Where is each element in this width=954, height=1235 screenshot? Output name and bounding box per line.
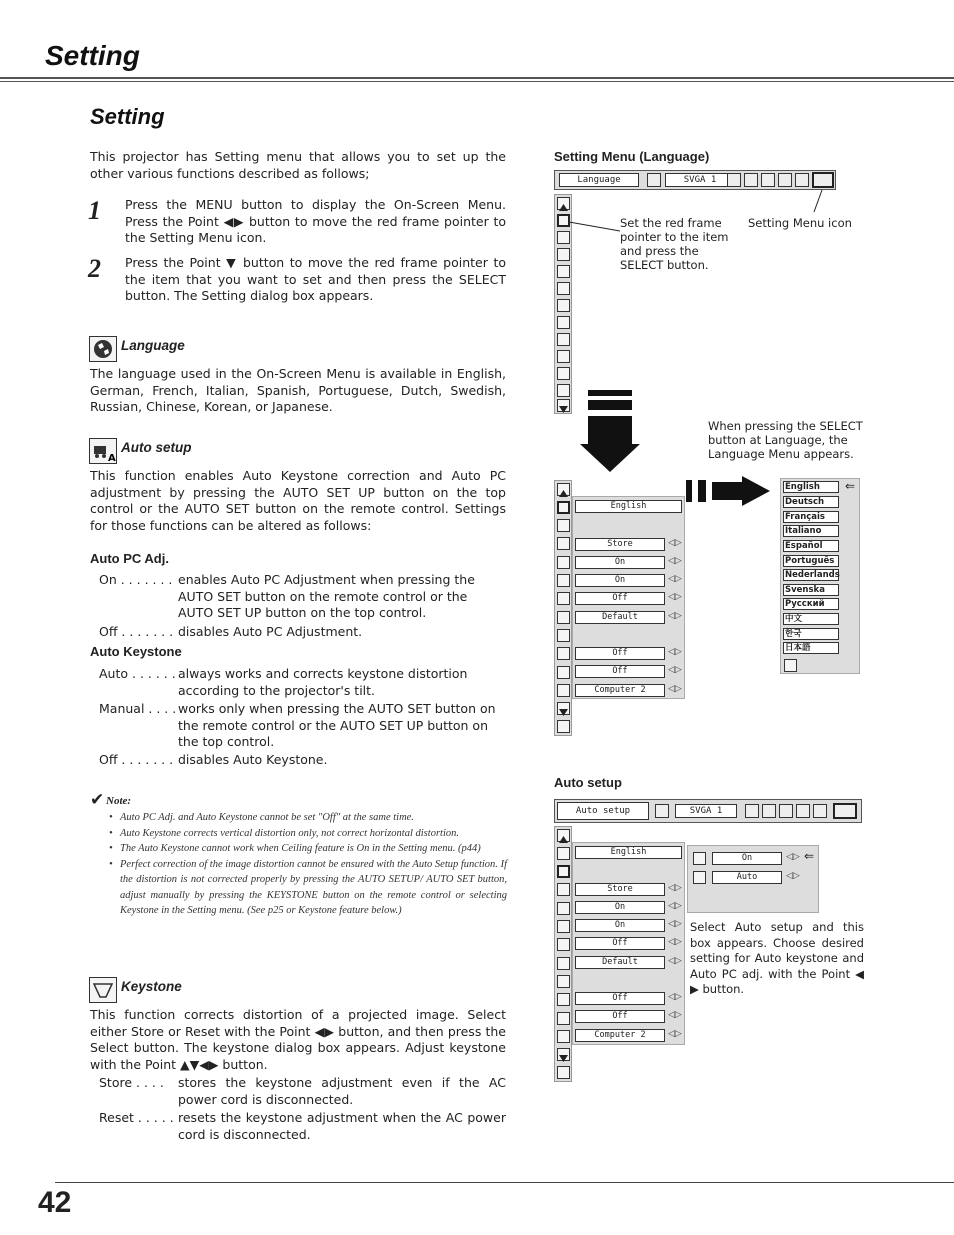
input-icon <box>647 173 661 187</box>
down-arrow-graphic <box>578 388 642 474</box>
up-arrow-icon <box>557 829 570 842</box>
keystone-store-text: stores the keystone adjustment even if the AC power cord is disconnected. <box>178 1075 506 1107</box>
power-management-icon <box>557 1012 570 1025</box>
keystone-heading: Keystone <box>121 979 182 994</box>
auto-pc-on-text: enables Auto PC Adjustment when pressing the AUTO SET button on the remote control or the AUTO SET UP button on the top control. <box>178 572 475 620</box>
left-right-arrow-icon: ◁▷ <box>668 556 682 566</box>
blue-back-icon <box>557 902 570 915</box>
language-option[interactable]: 中文 <box>783 613 839 625</box>
auto-setup-text: This function enables Auto Keystone correction and Auto PC adjustment by pressing the AUTO SET UP button on the top control or the AUTO SET button on the remote control. Settings for those functions can be altered as follows: <box>90 468 506 533</box>
callout-red-frame: Set the red frame pointer to the item and press the SELECT button. <box>620 216 729 272</box>
auto-pc-on-key: On . . . . . . . <box>99 572 173 587</box>
image-icon <box>727 173 741 187</box>
left-right-arrow-icon: ◁▷ <box>668 883 682 893</box>
language-icon <box>557 501 570 514</box>
figure-1-caption: Setting Menu (Language) <box>554 149 710 164</box>
value-keystone: Store <box>575 538 665 551</box>
setting-menu-icon <box>833 803 857 819</box>
auto-setup-icon <box>89 438 117 464</box>
auto-keystone-auto-text: always works and corrects keystone distortion according to the projector's tilt. <box>178 666 468 698</box>
keystone-text: This function corrects distortion of a projected image. Select either Store or Reset with the Point ◀▶ button, and then press the Select button. The keystone dialog box appears. Adjust keystone with the Point ▲▼◀▶ button. <box>90 1007 506 1072</box>
left-right-arrow-icon: ◁▷ <box>668 992 682 1002</box>
power-management-icon <box>557 666 570 679</box>
auto-pc-off-text: disables Auto PC Adjustment. <box>178 624 363 639</box>
color-icon <box>779 804 793 818</box>
language-option[interactable]: Русский <box>783 598 839 610</box>
left-right-arrow-icon: ◁▷ <box>786 852 800 862</box>
display-icon <box>557 574 570 587</box>
language-option[interactable]: Nederlands <box>785 570 840 580</box>
menu-bar-source: SVGA 1 <box>675 804 737 818</box>
language-option[interactable]: Deutsch <box>783 496 839 508</box>
input-icon <box>655 804 669 818</box>
left-right-arrow-icon: ◁▷ <box>668 1010 682 1020</box>
lamp-icon <box>557 684 570 697</box>
auto-keystone-auto-key: Auto . . . . . . <box>99 666 176 681</box>
step-2-number: 2 <box>88 254 101 283</box>
down-arrow-icon <box>557 702 570 715</box>
left-right-arrow-icon: ◁▷ <box>668 901 682 911</box>
power-management-icon <box>557 367 570 380</box>
value-lamp: Computer 2 <box>575 1029 665 1042</box>
auto-setup-icon <box>557 519 570 532</box>
value-logo: Off <box>575 937 665 950</box>
left-right-arrow-icon: ◁▷ <box>668 611 682 621</box>
left-right-arrow-icon: ◁▷ <box>668 647 682 657</box>
note-item: • The Auto Keystone cannot work when Ceiling feature is On in the Setting menu. (p44) <box>109 843 481 854</box>
display-icon <box>557 920 570 933</box>
down-arrow-icon <box>557 399 570 412</box>
auto-keystone-heading: Auto Keystone <box>90 644 182 659</box>
menu-bar-source: SVGA 1 <box>665 173 735 187</box>
language-option[interactable]: Português <box>783 555 839 567</box>
checkmark-icon: ✔ <box>90 790 105 810</box>
auto-keystone-value[interactable]: Auto <box>712 871 782 884</box>
exit-icon <box>557 1066 570 1079</box>
keystone-icon <box>557 537 570 550</box>
figure-2-caption: Auto setup <box>554 775 622 790</box>
left-right-arrow-icon: ◁▷ <box>668 592 682 602</box>
auto-pc-off-key: Off . . . . . . . <box>99 624 174 639</box>
language-option[interactable]: Svenska <box>783 584 839 596</box>
globe-icon <box>89 336 117 362</box>
menu-bar-language: Language <box>559 173 639 187</box>
color-icon <box>761 173 775 187</box>
left-right-arrow-icon: ◁▷ <box>668 538 682 548</box>
auto-pc-adj-icon <box>693 852 706 865</box>
value-language: English <box>575 846 682 859</box>
pointer-arrow-icon: ⇐ <box>845 479 856 493</box>
logo-icon <box>557 938 570 951</box>
rear-icon <box>557 333 570 346</box>
language-icon <box>557 847 570 860</box>
image-icon <box>745 804 759 818</box>
ceiling-icon <box>557 611 570 624</box>
svg-text:A: A <box>108 453 116 463</box>
note-list <box>109 810 507 919</box>
value-language: English <box>575 500 682 513</box>
value-ceiling: Default <box>575 611 665 624</box>
value-lamp: Computer 2 <box>575 684 665 697</box>
left-right-arrow-icon: ◁▷ <box>668 956 682 966</box>
auto-pc-adj-heading: Auto PC Adj. <box>90 551 169 566</box>
left-right-arrow-icon: ◁▷ <box>668 919 682 929</box>
ceiling-icon <box>557 316 570 329</box>
value-blue-back: On <box>575 901 665 914</box>
auto-keystone-icon <box>693 871 706 884</box>
section-title: Setting <box>90 104 165 129</box>
note-heading: Note: <box>106 795 132 807</box>
blue-back-icon <box>557 556 570 569</box>
language-option[interactable]: English <box>783 481 839 493</box>
callout-setting-menu-icon: Setting Menu icon <box>748 216 852 230</box>
fig1b-icon-column <box>554 480 572 736</box>
note-item: • Perfect correction of the image distortion cannot be ensured with the Auto Setup function. If the distortion is not corrected properly by pressing the AUTO SETUP/ AUTO SET button, adjust manually by pressing the KEYSTONE button on the remote control or selecting Keystone in the Setting menu. (See p25 or Keystone feature below.) <box>109 858 507 916</box>
language-list-panel <box>780 478 860 674</box>
header-rule <box>0 77 954 79</box>
terminal-icon <box>557 350 570 363</box>
callout-language-menu: When pressing the SELECT button at Language, the Language Menu appears. <box>708 419 863 461</box>
up-arrow-icon <box>557 483 570 496</box>
auto-setup-dialog <box>687 845 819 913</box>
fig2-values-panel <box>572 842 685 1045</box>
auto-setup-callout: Select Auto setup and this box appears. Choose desired setting for Auto keystone and Auto PC adj. with the Point ◀ ▶ button. <box>690 920 864 996</box>
value-blue-back: On <box>575 556 665 569</box>
auto-keystone-off-text: disables Auto Keystone. <box>178 752 328 767</box>
left-right-arrow-icon: ◁▷ <box>668 574 682 584</box>
value-power: Off <box>575 1010 665 1023</box>
terminal-icon <box>557 993 570 1006</box>
language-option[interactable]: Français <box>783 511 839 523</box>
menu-bar-auto-setup: Auto setup <box>557 802 649 820</box>
auto-setup-icon <box>557 865 570 878</box>
step-1-text: Press the MENU button to display the On-Screen Menu. Press the Point ◀▶ button to move the red frame pointer to the Setting Menu icon. <box>125 197 506 245</box>
left-right-arrow-icon: ◁▷ <box>668 684 682 694</box>
value-display: On <box>575 574 665 587</box>
left-right-arrow-icon: ◁▷ <box>786 871 800 881</box>
step-2-text: Press the Point ▼ button to move the red frame pointer to the item that you want to set and then press the SELECT button. The Setting dialog box appears. <box>125 255 506 303</box>
language-option[interactable]: Italiano <box>783 525 839 537</box>
language-heading: Language <box>121 338 185 353</box>
value-logo: Off <box>575 592 665 605</box>
note-item: • Auto Keystone corrects vertical distortion only, not correct horizontal distortion. <box>109 827 459 839</box>
sound-icon <box>778 173 792 187</box>
language-option[interactable]: Español <box>783 540 839 552</box>
lamp-icon <box>557 1030 570 1043</box>
right-arrow-graphic <box>686 474 772 508</box>
footer-rule <box>55 1182 954 1183</box>
keystone-reset-text: resets the keystone adjustment when the AC power cord is disconnected. <box>178 1110 506 1142</box>
pc-adjust-icon <box>795 173 809 187</box>
step-1-number: 1 <box>88 196 101 225</box>
display-icon <box>557 282 570 295</box>
value-keystone: Store <box>575 883 665 896</box>
auto-pc-adj-value[interactable]: On <box>712 852 782 865</box>
down-arrow-icon <box>557 1048 570 1061</box>
language-text: The language used in the On-Screen Menu is available in English, German, French, Italian, Spanish, Portuguese, Dutch, Swedish, Russian, Chinese, Korean, or Japanese. <box>90 366 506 414</box>
left-right-arrow-icon: ◁▷ <box>668 1029 682 1039</box>
logo-icon <box>557 299 570 312</box>
auto-setup-heading: Auto setup <box>121 440 192 455</box>
auto-keystone-manual-key: Manual . . . . <box>99 701 177 716</box>
page-number: 42 <box>38 1186 72 1219</box>
screen-icon <box>744 173 758 187</box>
auto-keystone-manual-text: works only when pressing the AUTO SET button on the remote control or the AUTO SET UP button on the top control. <box>178 701 496 749</box>
pc-adjust-icon <box>813 804 827 818</box>
rear-icon <box>557 629 570 642</box>
keystone-store-key: Store . . . . <box>99 1075 164 1090</box>
rear-icon <box>557 975 570 988</box>
page-header-title: Setting <box>45 40 140 71</box>
exit-icon <box>557 720 570 733</box>
auto-setup-menu-bar <box>554 799 862 823</box>
value-terminal: Off <box>575 992 665 1005</box>
left-right-arrow-icon: ◁▷ <box>668 665 682 675</box>
ceiling-icon <box>557 957 570 970</box>
keystone-icon <box>89 977 117 1003</box>
pointer-arrow-icon: ⇐ <box>804 849 815 863</box>
sound-icon <box>796 804 810 818</box>
value-display: On <box>575 919 665 932</box>
blue-back-icon <box>557 265 570 278</box>
screen-icon <box>762 804 776 818</box>
intro-text: This projector has Setting menu that allows you to set up the other various functions described as follows; <box>90 149 506 181</box>
note-item: • Auto PC Adj. and Auto Keystone cannot be set "Off" at the same time. <box>109 812 414 823</box>
keystone-icon <box>557 883 570 896</box>
header-rule-thin <box>0 81 954 82</box>
left-right-arrow-icon: ◁▷ <box>668 937 682 947</box>
fig2-icon-column <box>554 826 572 1082</box>
logo-icon <box>557 592 570 605</box>
exit-icon <box>784 659 797 672</box>
keystone-icon <box>557 248 570 261</box>
language-option[interactable]: 한국 <box>783 628 839 640</box>
keystone-reset-key: Reset . . . . . <box>99 1110 174 1125</box>
lamp-icon <box>557 384 570 397</box>
auto-keystone-off-key: Off . . . . . . . <box>99 752 174 767</box>
fig1-values-panel <box>572 496 685 699</box>
value-power: Off <box>575 665 665 678</box>
language-option[interactable]: 日本語 <box>783 642 839 654</box>
value-terminal: Off <box>575 647 665 660</box>
value-ceiling: Default <box>575 956 665 969</box>
terminal-icon <box>557 647 570 660</box>
